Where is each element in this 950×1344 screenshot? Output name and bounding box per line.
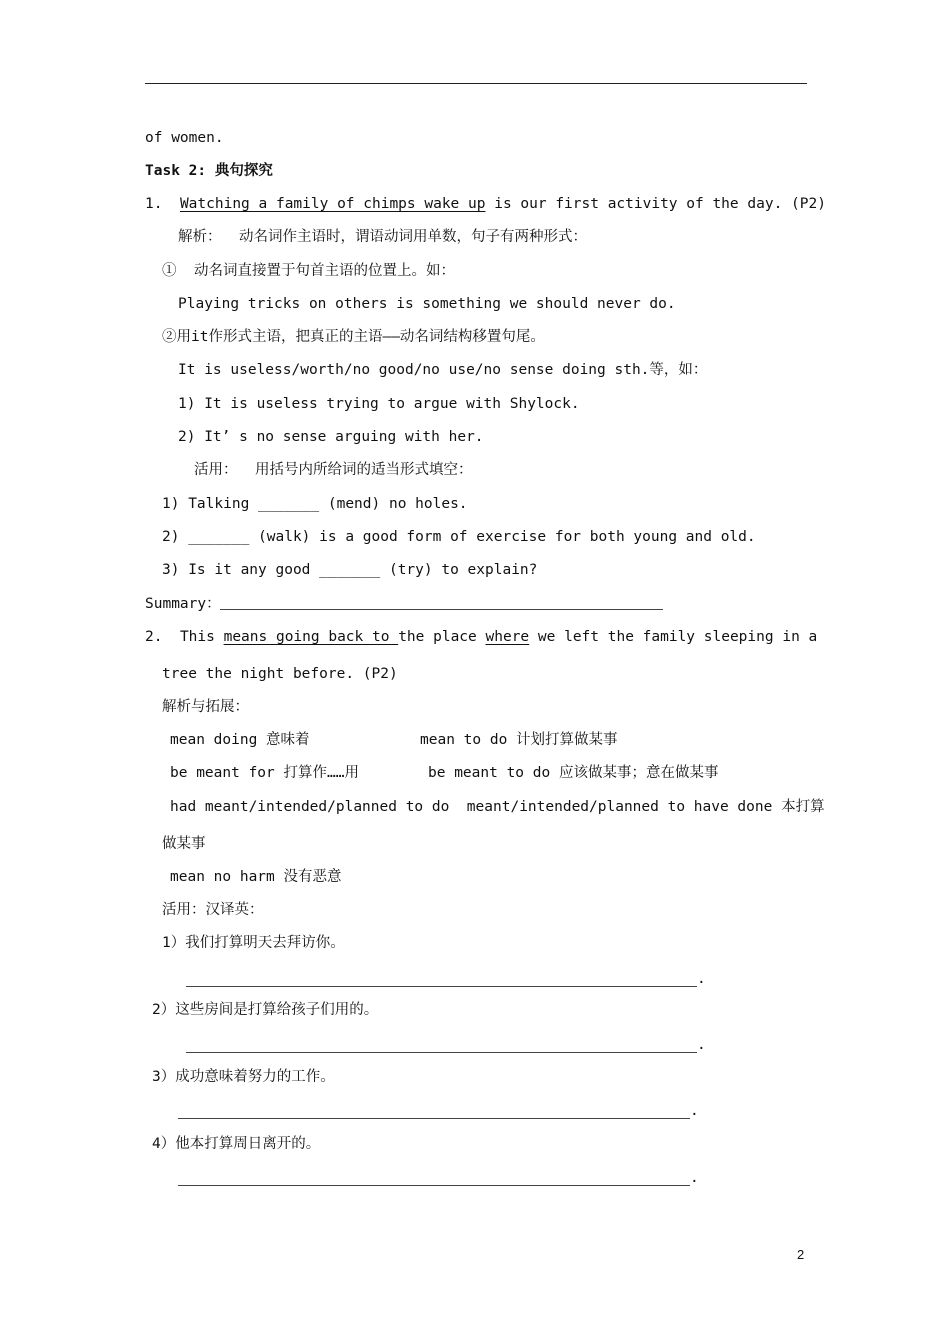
item1-sentence	[145, 194, 826, 214]
answer-period-4: .	[690, 1170, 699, 1186]
summary-blank[interactable]	[220, 609, 663, 610]
item1-question-3: 3) Is it any good _______ (try) to explain?	[162, 562, 538, 578]
item1-form2: ②用it作形式主语，把真正的主语——动名词结构移置句尾。	[162, 329, 545, 345]
item2-mid: the place	[398, 629, 486, 645]
answer-blank-2[interactable]	[186, 1052, 697, 1053]
summary-label: Summary：	[145, 596, 221, 612]
item2-sentence	[145, 627, 817, 647]
translate-3: 3）成功意味着努力的工作。	[152, 1069, 335, 1085]
item1-rest: is our first activity of the day. (P2)	[485, 196, 826, 212]
phrase-mean-no-harm: mean no harm 没有恶意	[170, 869, 342, 885]
item1-number: 1.	[145, 196, 163, 212]
header-rule	[145, 83, 807, 84]
item2-practice: 活用：汉译英：	[162, 902, 264, 918]
translate-2: 2）这些房间是打算给孩子们用的。	[152, 1002, 379, 1018]
phrase-mean-doing: mean doing 意味着	[170, 732, 310, 748]
item2-analysis: 解析与拓展：	[162, 699, 249, 715]
item1-example1: Playing tricks on others is something we should never do.	[178, 296, 676, 312]
item2-number: 2.	[145, 629, 163, 645]
item1-practice: 活用： 用括号内所给词的适当形式填空：	[194, 462, 473, 478]
answer-blank-1[interactable]	[186, 986, 697, 987]
phrase-be-meant-to-do: be meant to do 应该做某事；意在做某事	[428, 765, 719, 781]
page-number: 2	[797, 1247, 805, 1262]
item1-pattern: It is useless/worth/no good/no use/no sense doing sth.等，如：	[178, 362, 708, 378]
phrase-had-meant-cont: 做某事	[162, 836, 206, 852]
answer-period-2: .	[697, 1037, 706, 1053]
answer-blank-4[interactable]	[178, 1185, 690, 1186]
answer-period-1: .	[697, 971, 706, 987]
phrase-had-meant: had meant/intended/planned to do meant/intended/planned to have done 本打算	[170, 799, 825, 815]
translate-4: 4）他本打算周日离开的。	[152, 1136, 321, 1152]
item2-underlined-means: means going back to	[223, 629, 399, 645]
item1-question-1: 1) Talking _______ (mend) no holes.	[162, 496, 468, 512]
item2-sentence-line2: tree the night before. (P2)	[162, 666, 398, 682]
answer-period-3: .	[690, 1103, 699, 1119]
item1-example-a: 1) It is useless trying to argue with Shylock.	[178, 396, 580, 412]
phrase-mean-to-do: mean to do 计划打算做某事	[420, 732, 618, 748]
item2-this: This	[179, 629, 224, 645]
item1-analysis: 解析： 动名词作主语时，谓语动词用单数，句子有两种形式：	[178, 229, 587, 245]
item2-underlined-where: where	[485, 629, 530, 645]
phrase-be-meant-for: be meant for 打算作……用	[170, 765, 359, 781]
item1-form1: ① 动名词直接置于句首主语的位置上。如：	[162, 263, 455, 279]
item1-question-2: 2) _______ (walk) is a good form of exercise for both young and old.	[162, 529, 756, 545]
continuation-text: of women.	[145, 130, 224, 146]
item1-underlined-phrase: Watching a family of chimps wake up	[179, 196, 486, 212]
item1-example-b: 2) It’ s no sense arguing with her.	[178, 429, 484, 445]
task-heading: Task 2: 典句探究	[145, 163, 273, 179]
translate-1: 1）我们打算明天去拜访你。	[162, 935, 345, 951]
answer-blank-3[interactable]	[178, 1118, 690, 1119]
item2-tail: we left the family sleeping in a	[529, 629, 818, 645]
